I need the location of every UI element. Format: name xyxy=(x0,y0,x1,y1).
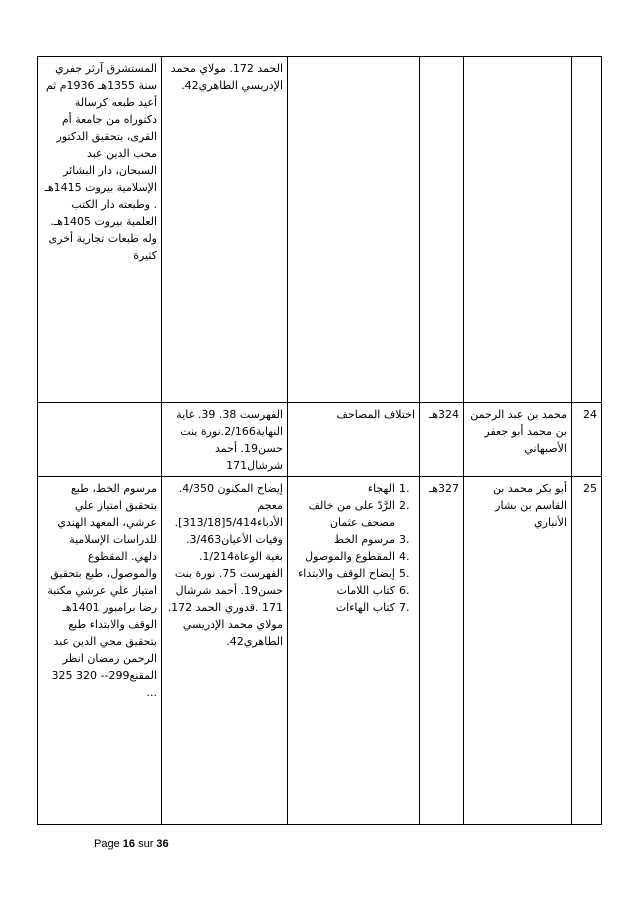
author-name: أبو بكر محمد بن القاسم بن بشار الأنباري xyxy=(464,477,572,825)
works-cell xyxy=(288,477,420,825)
list-item: .7 كتاب الهاءات xyxy=(335,601,410,614)
list-item: .2 الرَّدّ على من خالف مصحف عثمان xyxy=(308,499,410,529)
row-number: 25 xyxy=(572,477,602,825)
authors-table xyxy=(37,56,602,825)
table-row xyxy=(38,57,602,403)
footer-total-pages: 36 xyxy=(156,838,169,850)
notes-cell: مرسوم الخط، طبع بتحقيق امتياز علي عرشي، المعهد الهندي للدراسات الإسلامية دلهي. المقطوع والموصول، طبع بتحقيق امتياز علي عرشي مكتبة رضا برامبور 1401هـ الوقف والابتداء طبع بتحقيق محي الدين عبد الرحمن رمضان انظر المقنع299-- 320 325 ... xyxy=(38,477,162,825)
death-date: 327هـ xyxy=(420,477,464,825)
author-name xyxy=(464,57,572,403)
sources-cell: الفهرست 38. 39. غاية النهاية2/166.نورة بنت حسن19. أحمد شرشال171 xyxy=(162,403,288,477)
table-row xyxy=(38,403,602,477)
footer-prefix: Page xyxy=(94,838,120,850)
works-cell xyxy=(288,57,420,403)
notes-cell: المستشرق آرثر جفري سنة 1355هـ 1936م ثم أعيد طبعه كرسالة دكتوراه من جامعة أم القرى، بتحقيق الدكتور محب الدين عبد السبحان، دار البشائر الإسلامية بيروت 1415هـ . وطبعته دار الكتب العلمية بيروت 1405هـ. وله طبعات تجارية أخرى كثيرة xyxy=(38,57,162,403)
list-item: .4 المقطوع والموصول xyxy=(305,550,410,563)
sources-cell: الحمد 172. مولاي محمد الإدريسي الطاهري42. xyxy=(162,57,288,403)
list-item: .5 إيضاح الوقف والابتداء xyxy=(298,567,410,580)
death-date xyxy=(420,57,464,403)
sources-cell: إيضاح المكنون 4/350. معجم الأدباء5/414[313/18]. وفيات الأعيان3/463. بغية الوعاة1/214. الفهرست 75. نورة بنت حسن19. أحمد شرشال 171 .قدوري الحمد 172. مولاي محمد الإدريسي الطاهري42. xyxy=(162,477,288,825)
list-item: .6 كتاب اللامات xyxy=(336,584,410,597)
row-number: 24 xyxy=(572,403,602,477)
list-item: .1 الهجاء xyxy=(367,482,410,495)
notes-cell xyxy=(38,403,162,477)
footer-current-page: 16 xyxy=(122,838,136,850)
death-date: 324هـ xyxy=(420,403,464,477)
footer-sep: sur xyxy=(138,838,154,850)
works-list xyxy=(292,480,415,616)
list-item: .3 مرسوم الخط xyxy=(333,533,410,546)
works-cell xyxy=(288,403,420,477)
author-name: محمد بن عبد الرحمن بن محمد أبو جعفر الأصبهاني xyxy=(464,403,572,477)
page-footer xyxy=(94,838,169,850)
work-title: اختلاف المصاحف xyxy=(336,408,415,421)
row-number xyxy=(572,57,602,403)
table-row xyxy=(38,477,602,825)
